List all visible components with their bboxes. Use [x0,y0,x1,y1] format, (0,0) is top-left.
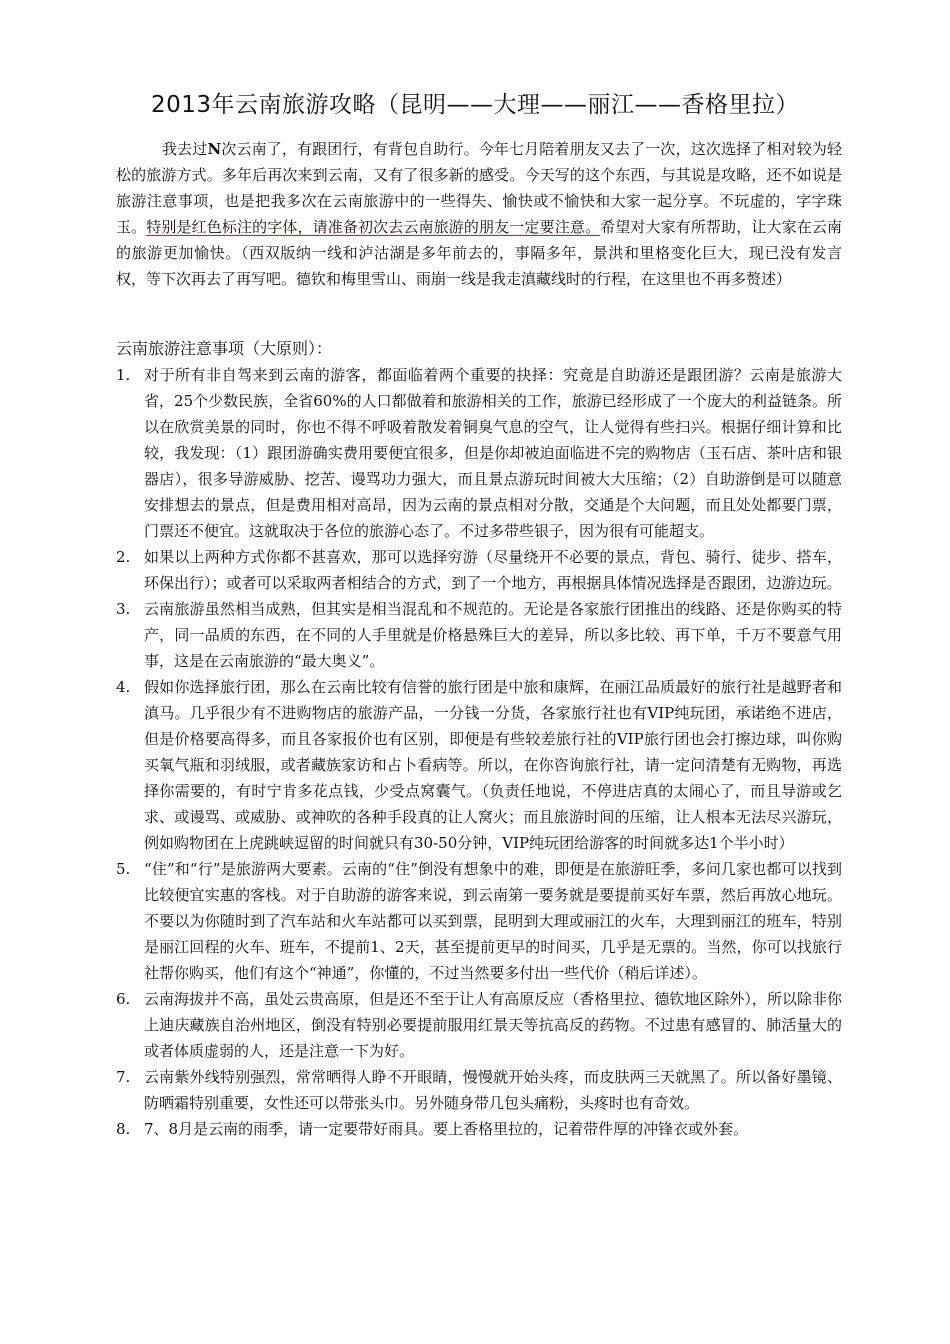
list-item-number: 1. [116,366,131,384]
list-item [116,1116,842,1142]
list-item [116,674,842,856]
list-item [116,986,842,1064]
list-item-number: 5. [116,860,131,878]
list-item [116,596,842,674]
list-item [116,362,842,544]
list-item-text: 对于所有非自驾来到云南的游客，都面临着两个重要的抉择：究竟是自助游还是跟团游？云南是旅游大省，25个少数民族，全省60%的人口都做着和旅游相关的工作，旅游已经形成了一个庞大的利益链条。所以在欣赏美景的同时，你也不得不呼吸着散发着铜臭气息的空气，让人觉得有些扫兴。根据仔细计算和比较，我发现：（1）跟团游确实费用要便宜很多，但是你却被迫面临进不完的购物店（玉石店、茶叶店和银器店），很多导游威胁、挖苦、谩骂功力强大，而且景点游玩时间被大大压缩；（2）自助游倒是可以随意安排想去的景点，但是费用相对高昂，因为云南的景点相对分散，交通是个大问题，而且处处都要门票，门票还不便宜。这就取决于各位的旅游心态了。不过多带些银子，因为很有可能超支。 [144,366,842,540]
list-item-number: 3. [116,600,131,618]
list-item-text: 云南紫外线特别强烈，常常晒得人睁不开眼睛，慢慢就开始头疼，而皮肤两三天就黑了。所以备好墨镜、防晒霜特别重要，女性还可以带张头巾。另外随身带几包头痛粉，头疼时也有奇效。 [144,1068,842,1112]
list-item [116,544,842,596]
list-item-text: 假如你选择旅行团，那么在云南比较有信誉的旅行团是中旅和康辉，在丽江品质最好的旅行社是越野者和滇马。几乎很少有不进购物店的旅游产品，一分钱一分货，各家旅行社也有VIP纯玩团，承诺绝不进店，但是价格要高得多，而且各家报价也有区别，即便是有些较差旅行社的VIP旅行团也会打擦边球，叫你购买氧气瓶和羽绒服，或者藏族家访和占卜看病等。所以，在你咨询旅行社，请一定问清楚有无购物，再选择你需要的，有时宁肯多花点钱，少受点窝囊气。（负责任地说，不停进店真的太闹心了，而且导游或乞求、或谩骂、或威胁、或神吹的各种手段真的让人窝火；而且旅游时间的压缩，让人根本无法尽兴游玩，例如购物团在上虎跳峡逗留的时间就只有30-50分钟，VIP纯玩团给游客的时间就多达1个半小时） [144,678,842,852]
intro-text-2: 次云南了，有跟团行，有背包自助行。今年七月陪着朋友又去了一次，这次选择了相对较为轻松的旅游方式。多年后再次来到云南，又有了很多新的感受。今天写的这个东西，与其说是攻略，还不如说是旅游注意事项，也是把我多次在云南旅游中的一些得失、愉快或不愉快和大家一起分享。不玩虚的，字字珠玉。 [116,140,842,236]
intro-text-1: 我去过 [162,140,208,158]
list-item-text: “住”和“行”是旅游两大要素。云南的“住”倒没有想象中的难，即便是在旅游旺季，多问几家也都可以找到比较便宜实惠的客栈。对于自助游的游客来说，到云南第一要务就是要提前买好车票，然后再放心地玩。不要以为你随时到了汽车站和火车站都可以买到票，昆明到大理或丽江的火车，大理到丽江的班车，特别是丽江回程的火车、班车，不提前1、2天，甚至提前更早的时间买，几乎是无票的。当然，你可以找旅行社帮你购买，他们有这个“神通”，你懂的，不过当然要多付出一些代价（稍后详述）。 [144,860,842,982]
list-item [116,856,842,986]
document-title: 2013年云南旅游攻略（昆明——大理——丽江——香格里拉） [150,92,800,118]
list-item-text: 云南海拔并不高，虽处云贵高原，但是还不至于让人有高原反应（香格里拉、德钦地区除外），所以除非你上迪庆藏族自治州地区，倒没有特别必要提前服用红景天等抗高反的药物。不过患有感冒的、肺活量大的或者体质虚弱的人，还是注意一下为好。 [144,990,842,1060]
list-item-number: 7. [116,1068,131,1086]
list-item-number: 2. [116,548,131,566]
intro-red-underlined-note: 特别是红色标注的字体，请准备初次去云南旅游的朋友一定要注意。 [146,218,601,236]
intro-paragraph [116,136,842,292]
list-item-number: 4. [116,678,131,696]
section-heading: 云南旅游注意事项（大原则）： [116,339,333,358]
list-item-text: 7、8月是云南的雨季，请一定要带好雨具。要上香格里拉的，记着带件厚的冲锋衣或外套。 [144,1120,749,1138]
intro-text-3: 希望对大家有所帮助，让大家在云南的旅游更加愉快。（西双版纳一线和泸沽湖是多年前去的，事隔多年，景洪和里格变化巨大，现已没有发言权，等下次再去了再写吧。德钦和梅里雪山、雨崩一线是我走滇藏线时的行程，在这里也不再多赘述） [116,218,842,288]
list-item-text: 如果以上两种方式你都不甚喜欢，那可以选择穷游（尽量绕开不必要的景点，背包、骑行、徒步、搭车，环保出行）；或者可以采取两者相结合的方式，到了一个地方，再根据具体情况选择是否跟团，边游边玩。 [144,548,842,592]
intro-bold-n: N [207,140,222,158]
list-item [116,1064,842,1116]
list-item-number: 8. [116,1120,131,1138]
list-item-number: 6. [116,990,131,1008]
precautions-list [116,362,842,1142]
list-item-text: 云南旅游虽然相当成熟，但其实是相当混乱和不规范的。无论是各家旅行团推出的线路、还是你购买的特产，同一品质的东西，在不同的人手里就是价格悬殊巨大的差异，所以多比较、再下单，千万不要意气用事，这是在云南旅游的“最大奥义”。 [144,600,842,670]
